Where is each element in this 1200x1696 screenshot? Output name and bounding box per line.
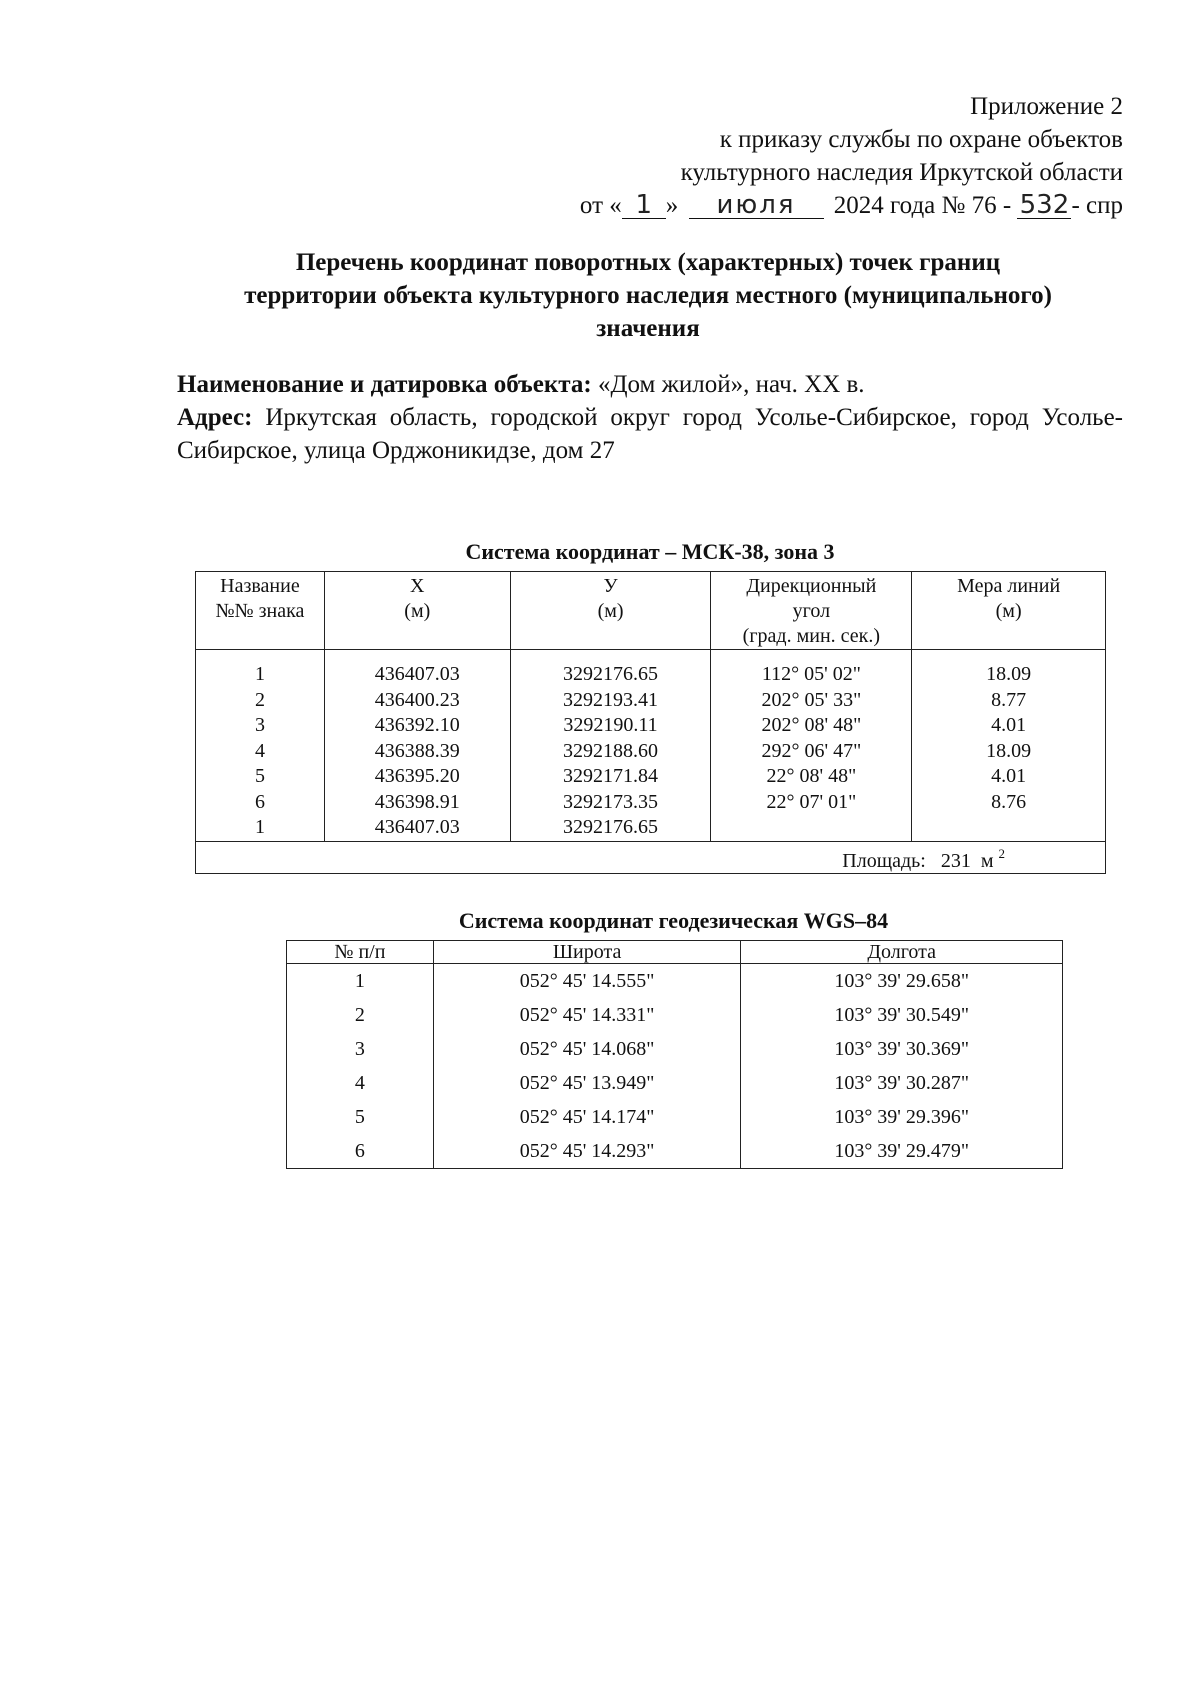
table-cell: 436395.20 [324, 764, 510, 790]
table-cell: 5 [196, 764, 325, 790]
table-row [196, 713, 1106, 739]
table-row [287, 1032, 1063, 1066]
table-cell: 3292190.11 [510, 713, 711, 739]
address-value: Иркутская область, городской округ город Усолье-Сибирское, город Усолье-Сибирское, улица Орджоникидзе, дом 27 [177, 404, 1124, 464]
object-info [177, 368, 1123, 467]
title-line-1: Перечень координат поворотных (характерных) точек границ [295, 249, 1001, 276]
object-name [177, 368, 1123, 401]
header-text: (м) [995, 600, 1022, 622]
table-cell: 4.01 [912, 764, 1106, 790]
object-address [177, 401, 1123, 467]
table-cell: 052° 45' 14.068" [433, 1032, 741, 1066]
table-row [196, 739, 1106, 765]
header-text: (м) [597, 600, 624, 622]
object-name-value: «Дом жилой», нач. XX в. [597, 371, 865, 398]
table-cell: 2 [287, 998, 434, 1032]
table-cell: 18.09 [912, 650, 1106, 688]
table-cell: 8.77 [912, 688, 1106, 714]
table-header-row [287, 941, 1063, 964]
object-name-label: Наименование и датировка объекта: [177, 371, 592, 398]
table-cell: 103° 39' 30.549" [741, 998, 1063, 1032]
table-row [196, 790, 1106, 816]
table-cell: 3292188.60 [510, 739, 711, 765]
table-row [196, 650, 1106, 688]
table-header-row [196, 572, 1106, 650]
area-cell [196, 841, 1106, 873]
table-cell: 112° 05' 02" [711, 650, 912, 688]
table-cell: 436388.39 [324, 739, 510, 765]
table-cell: 052° 45' 14.331" [433, 998, 741, 1032]
header-text: Дирекционный [746, 575, 877, 597]
table-cell: 6 [287, 1134, 434, 1169]
area-label: Площадь: [842, 849, 926, 872]
table-cell: 292° 06' 47" [711, 739, 912, 765]
wgs-table-body [287, 964, 1063, 1169]
table-cell: 103° 39' 29.479" [741, 1134, 1063, 1169]
col-header-number: № п/п [287, 941, 434, 964]
table-cell: 3292176.65 [510, 650, 711, 688]
address-label: Адрес: [177, 404, 253, 431]
col-header-point [196, 572, 325, 650]
col-header-length [912, 572, 1106, 650]
area-value: 231 [940, 849, 971, 872]
table-cell: 3292193.41 [510, 688, 711, 714]
table-cell: 436400.23 [324, 688, 510, 714]
table-cell: 18.09 [912, 739, 1106, 765]
wgs-coordinates-table [286, 940, 1063, 1169]
table-cell: 436407.03 [324, 650, 510, 688]
table-cell: 1 [196, 815, 325, 841]
table-cell: 436398.91 [324, 790, 510, 816]
area-unit: м [980, 849, 994, 872]
table-cell: 202° 08' 48" [711, 713, 912, 739]
table-cell: 202° 05' 33" [711, 688, 912, 714]
table-cell: 103° 39' 30.287" [741, 1066, 1063, 1100]
table-row [287, 964, 1063, 999]
table-cell: 3 [287, 1032, 434, 1066]
table-cell: 8.76 [912, 790, 1106, 816]
area-exponent: 2 [998, 845, 1005, 861]
table-row [287, 998, 1063, 1032]
table-row [287, 1066, 1063, 1100]
table-cell: 22° 08' 48" [711, 764, 912, 790]
date-year: 2024 года № 76 - [833, 192, 1012, 219]
table-row [196, 815, 1106, 841]
table-cell: 4.01 [912, 713, 1106, 739]
table-cell: 3292173.35 [510, 790, 711, 816]
col-header-angle [711, 572, 912, 650]
table-cell: 103° 39' 29.658" [741, 964, 1063, 999]
table-cell: 103° 39' 29.396" [741, 1100, 1063, 1134]
title-line-2: территории объекта культурного наследия местного (муниципального) [244, 282, 1052, 309]
annex-header [580, 90, 1123, 222]
table-cell: 052° 45' 14.293" [433, 1134, 741, 1169]
table-cell: 22° 07' 01" [711, 790, 912, 816]
annex-line-2: к приказу службы по охране объектов [719, 126, 1123, 153]
table-cell: 103° 39' 30.369" [741, 1032, 1063, 1066]
msk-table-body [196, 650, 1106, 842]
header-text: №№ знака [215, 600, 305, 622]
table-row [196, 688, 1106, 714]
table-cell: 3 [196, 713, 325, 739]
handwritten-month: июля [689, 192, 824, 219]
table-cell: 436407.03 [324, 815, 510, 841]
col-header-x [324, 572, 510, 650]
table-cell: 6 [196, 790, 325, 816]
header-text: (м) [404, 600, 431, 622]
document-title [170, 246, 1126, 345]
table-cell: 5 [287, 1100, 434, 1134]
col-header-longitude: Долгота [741, 941, 1063, 964]
table-cell: 4 [196, 739, 325, 765]
table-cell [711, 815, 912, 841]
msk-coordinates-table [195, 571, 1106, 874]
header-text: (град. мин. сек.) [742, 625, 881, 647]
annex-line-3: культурного наследия Иркутской области [680, 159, 1123, 186]
msk-table-caption: Система координат – МСК-38, зона 3 [465, 539, 835, 564]
table-row [287, 1134, 1063, 1169]
area-row [196, 841, 1106, 873]
header-text: Название [220, 575, 300, 597]
table-cell: 1 [196, 650, 325, 688]
handwritten-order-number: 532 [1017, 192, 1071, 219]
table-cell: 2 [196, 688, 325, 714]
header-text: Мера линий [957, 575, 1061, 597]
table-cell: 052° 45' 13.949" [433, 1066, 741, 1100]
table-cell: 052° 45' 14.555" [433, 964, 741, 999]
table-cell: 3292176.65 [510, 815, 711, 841]
table-cell [912, 815, 1106, 841]
header-text: угол [792, 600, 831, 622]
title-line-3: значения [596, 315, 700, 342]
order-date-line [580, 189, 1123, 222]
table-cell: 1 [287, 964, 434, 999]
date-mid: » [665, 192, 679, 219]
table-cell: 3292171.84 [510, 764, 711, 790]
table-cell: 052° 45' 14.174" [433, 1100, 741, 1134]
table-cell: 4 [287, 1066, 434, 1100]
annex-line-1: Приложение 2 [970, 93, 1123, 120]
order-suffix: - спр [1071, 192, 1123, 219]
table-cell: 436392.10 [324, 713, 510, 739]
date-prefix: от « [579, 192, 622, 219]
table-row [287, 1100, 1063, 1134]
col-header-y [510, 572, 711, 650]
table-row [196, 764, 1106, 790]
wgs-table-caption: Система координат геодезическая WGS–84 [458, 908, 889, 933]
header-text: X [410, 575, 425, 597]
header-text: У [603, 575, 618, 597]
col-header-latitude: Широта [433, 941, 741, 964]
handwritten-day: 1 [622, 192, 666, 219]
